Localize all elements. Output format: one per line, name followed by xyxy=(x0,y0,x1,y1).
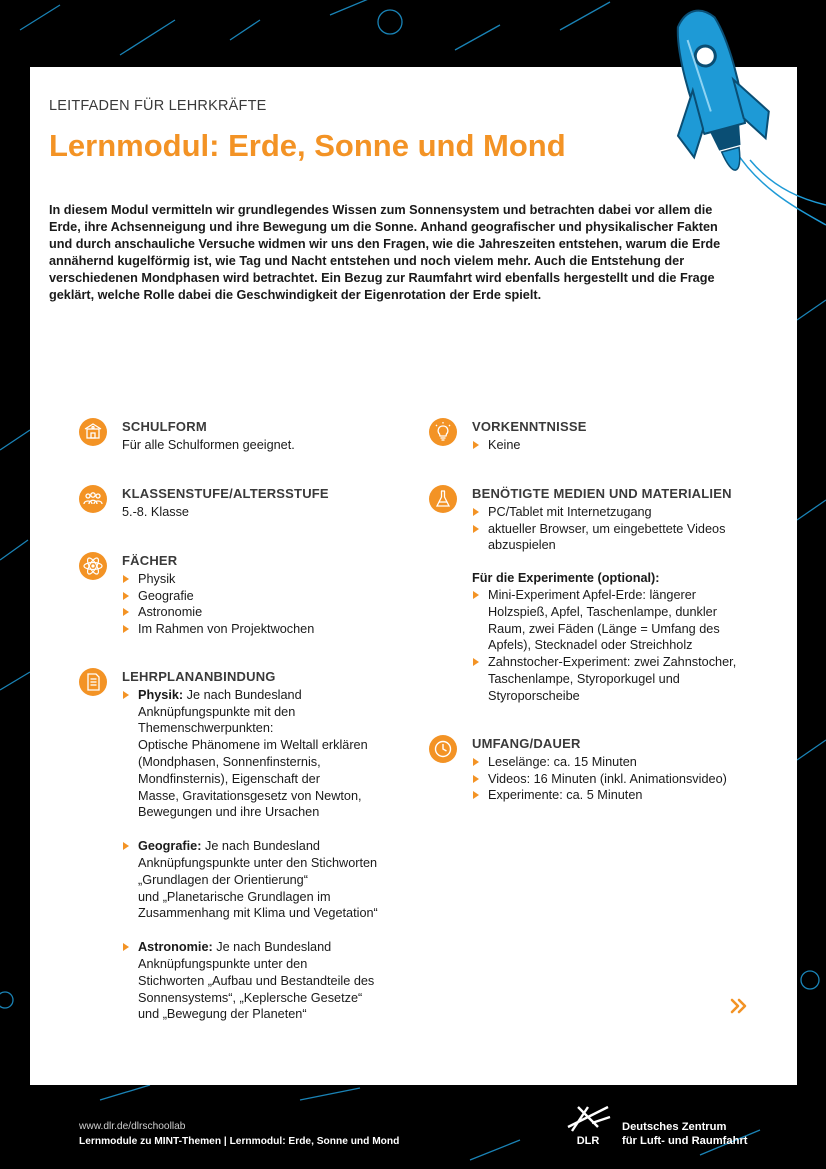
page-title: Lernmodul: Erde, Sonne und Mond xyxy=(49,128,566,163)
list-item: Keine xyxy=(472,437,772,454)
flask-icon xyxy=(429,485,457,513)
clock-icon xyxy=(429,735,457,763)
dlr-logo-icon xyxy=(562,1103,614,1147)
footer-url[interactable]: www.dlr.de/dlrschoollab xyxy=(79,1121,186,1132)
lehrplan-label: Physik: xyxy=(138,687,184,702)
vorkenntnisse-title: VORKENNTNISSE xyxy=(472,419,587,434)
list-item: Mini-Experiment Apfel-Erde: längerer Holzspieß, Apfel, Taschenlampe, dunkler Raum, zwei Fäden (Länge = Umfang des Apfels), Stecknadel oder Streichholz xyxy=(472,587,772,654)
next-page-icon[interactable] xyxy=(728,995,750,1017)
lehrplan-item-physik: Physik: Je nach Bundesland Anknüpfungspunkte mit den Themenschwerpunkten: Optische Phänomene im Weltall erklären (Mondphasen, Sonnenfinsternis, Mondfinsternis), Eigenschaft der Masse, Gravitationsgesetz von Newton, Bewegungen und ihre Ursachen xyxy=(122,687,422,821)
faecher-title: FÄCHER xyxy=(122,553,178,568)
list-item: Zahnstocher-Experiment: zwei Zahnstocher, Taschenlampe, Styroporkugel und Styroporscheibe xyxy=(472,654,772,704)
list-item: PC/Tablet mit Internetzugang xyxy=(472,504,772,521)
school-icon xyxy=(79,418,107,446)
lehrplan-label: Astronomie: xyxy=(138,940,213,955)
list-item: Im Rahmen von Projektwochen xyxy=(122,621,422,638)
org-line-1: Deutsches Zentrum xyxy=(622,1121,727,1133)
lehrplan-item-astronomie: Astronomie: Je nach Bundesland Anknüpfungspunkte unter den Stichworten „Aufbau und Bestandteile des Sonnensystems“, „Keplersche Gesetze“ und „Bewegung der Planeten“ xyxy=(122,939,422,1023)
umfang-title: UMFANG/DAUER xyxy=(472,736,581,751)
eyebrow-label: LEITFADEN FÜR LEHRKRÄFTE xyxy=(49,98,267,114)
lehrplan-item-geografie: Geografie: Je nach Bundesland Anknüpfungspunkte unter den Stichworten „Grundlagen der Orientierung“ und „Planetarische Grundlagen im Zusammenhang mit Klima und Vegetation“ xyxy=(122,838,422,922)
lehrplan-title: LEHRPLANANBINDUNG xyxy=(122,669,276,684)
list-item: Physik xyxy=(122,571,422,588)
footer-left xyxy=(79,1119,399,1149)
schulform-title: SCHULFORM xyxy=(122,419,207,434)
list-item: Videos: 16 Minuten (inkl. Animationsvideo) xyxy=(472,771,772,788)
klassenstufe-text: 5.-8. Klasse xyxy=(122,504,189,519)
list-item: Experimente: ca. 5 Minuten xyxy=(472,787,772,804)
medien-title: BENÖTIGTE MEDIEN UND MATERIALIEN xyxy=(472,486,732,501)
atom-icon xyxy=(79,552,107,580)
lehrplan-label: Geografie: xyxy=(138,839,202,854)
document-icon xyxy=(79,668,107,696)
footer-organisation xyxy=(622,1120,748,1148)
list-item: aktueller Browser, um eingebettete Videos abzuspielen xyxy=(472,521,772,555)
org-line-2: für Luft- und Raumfahrt xyxy=(622,1135,748,1147)
footer-series: Lernmodule zu MINT-Themen | Lernmodul: Erde, Sonne und Mond xyxy=(79,1136,400,1147)
list-item: Geografie xyxy=(122,588,422,605)
schulform-text: Für alle Schulformen geeignet. xyxy=(122,437,295,452)
lightbulb-icon xyxy=(429,418,457,446)
group-icon xyxy=(79,485,107,513)
list-item: Astronomie xyxy=(122,604,422,621)
intro-paragraph: In diesem Modul vermitteln wir grundlegendes Wissen zum Sonnensystem und betrachten dabei vor allem die Erde, ihre Achsenneigung und ihre Bewegung um die Sonne. Anhand geografischer und physikalischer Fakten und durch anschauliche Versuche widmen wir uns den Fragen, wie die Jahreszeiten entstehen, warum die Erde annähernd kugelförmig ist, wie Tag und Nacht entstehen und noch vielem mehr. Auch die Entstehung der verschiedenen Mondphasen wird betrachtet. Ein Bezug zur Raumfahrt wird ebenfalls hergestellt und die Frage geklärt, welche Rolle dabei die Geschwindigkeit der Eigenrotation der Erde spielt. xyxy=(49,203,721,302)
klassenstufe-title: KLASSENSTUFE/ALTERSSTUFE xyxy=(122,486,329,501)
list-item: Leselänge: ca. 15 Minuten xyxy=(472,754,772,771)
logo-text: DLR xyxy=(576,1135,600,1147)
experiments-subtitle: Für die Experimente (optional): xyxy=(472,571,660,586)
